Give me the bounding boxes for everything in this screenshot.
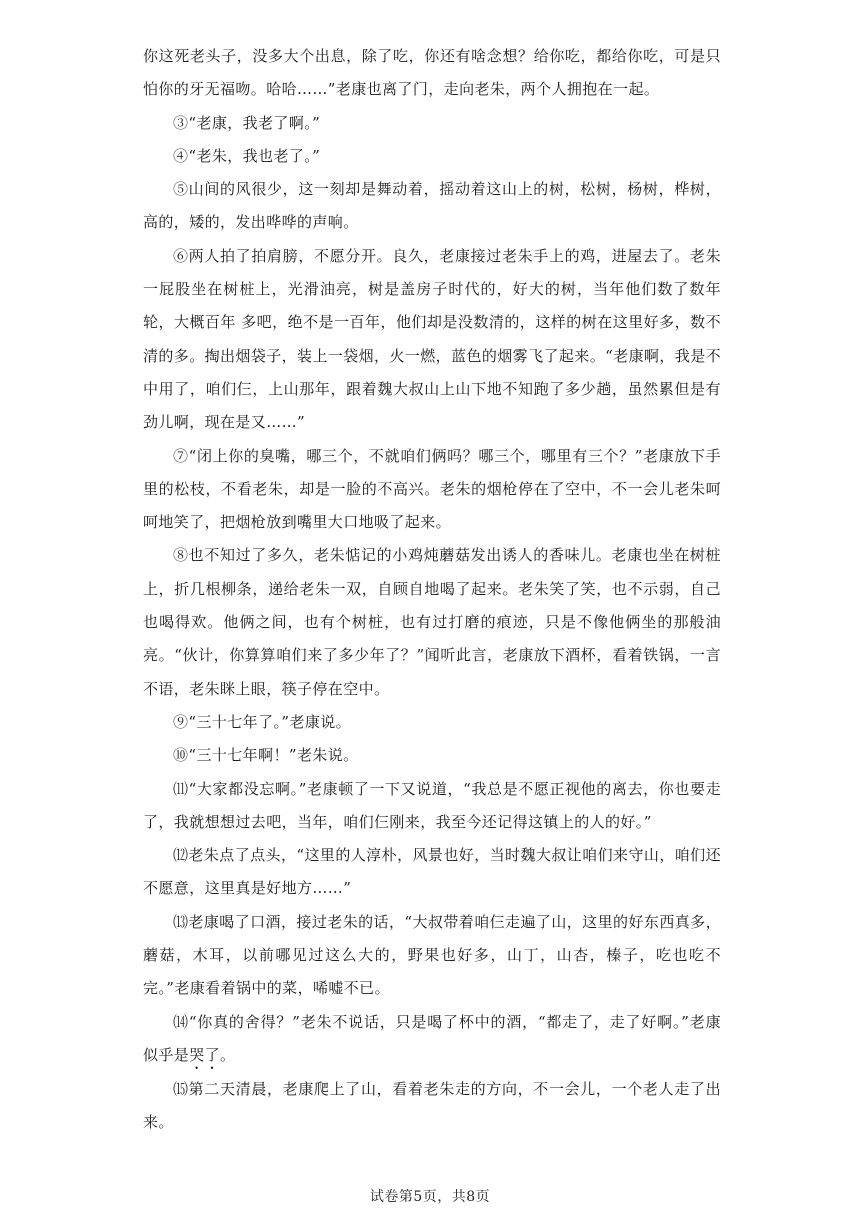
emphasized-word: 哭了	[189, 1045, 221, 1064]
article-body	[143, 40, 721, 1140]
paragraph-5: ⑤山间的风很少，这一刻却是舞动着，摇动着这山上的树，松树，杨树，桦树，高的，矮的，发出哗哗的声响。	[143, 180, 721, 232]
paragraph-8: ⑧也不知过了多久，老朱惦记的小鸡炖蘑菇发出诱人的香味儿。老康也坐在树桩上，折几根柳条，递给老朱一双，自顾自地喝了起来。老朱笑了笑，也不示弱，自己也喝得欢。他俩之间，也有个树桩，也有过打磨的痕迹，只是不像他俩坐的那般油亮。“伙计，你算算咱们来了多少年了？”闻听此言，老康放下酒杯，看着铁锅，一言不语，老朱眯上眼，筷子停在空中。	[143, 546, 721, 698]
paragraph-7: ⑦“闭上你的臭嘴，哪三个，不就咱们俩吗？哪三个，哪里有三个？”老康放下手里的松枝，不看老朱，却是一脸的不高兴。老朱的烟枪停在了空中，不一会儿老朱呵呵地笑了，把烟枪放到嘴里大口地吸了起来。	[143, 446, 721, 532]
page-footer: 试卷第5页，共8页	[369, 1189, 491, 1205]
paragraph-15: ⒂第二天清晨，老康爬上了山，看着老朱走的方向，不一会儿，一个老人走了出来。	[143, 1079, 721, 1132]
paragraph-4: ④“老朱，我也老了。”	[173, 146, 321, 165]
paragraph-6: ⑥两人拍了拍肩膀，不愿分开。良久，老康接过老朱手上的鸡，进屋去了。老朱一屁股坐在树桩上，光滑油亮，树是盖房子时代的，好大的树，当年他们数了数年轮，大概百年 多吧，绝不是一百年，他们却是没数清的，这样的树在这里好多，数不清的多。掏出烟袋子，装上一袋烟，火一燃，蓝色的烟雾飞了起来。“老康啊，我是不中用了，咱们仨，上山那年，跟着魏大叔山上山下地不知跑了多少趟，虽然累但是有劲儿啊，现在是又……”	[143, 246, 721, 432]
paragraph-11: ⑾“大家都没忘啊。”老康顿了一下又说道，“我总是不愿正视他的离去，你也要走了，我就想想过去吧，当年，咱们仨刚来，我至今还记得这镇上的人的好。”	[143, 779, 721, 831]
paragraph-14-end: 。	[220, 1045, 236, 1064]
paragraph-10: ⑩“三十七年啊！”老朱说。	[173, 746, 359, 765]
paragraph-13: ⒀老康喝了口酒，接过老朱的话，“大叔带着咱仨走遍了山，这里的好东西真多，蘑菇，木耳，以前哪见过这么大的，野果也好多，山丁，山杏，榛子，吃也吃不完。”老康看着锅中的菜，唏嘘不已。	[143, 912, 721, 998]
paragraph-14	[143, 1006, 721, 1073]
paragraph-continued: 你这死老头子，没多大个出息，除了吃，你还有啥念想？给你吃，都给你吃，可是只怕你的牙无福吻。哈哈……”老康也离了门，走向老朱，两个人拥抱在一起。	[143, 47, 721, 99]
paragraph-14-text: ⒁“你真的舍得？”老朱不说话，只是喝了杯中的酒，“都走了，走了好啊。”老康似乎是	[143, 1012, 721, 1064]
paragraph-9: ⑨“三十七年了。”老康说。	[173, 712, 352, 731]
paragraph-12: ⑿老朱点了点头，“这里的人淳朴，风景也好，当时魏大叔让咱们来守山，咱们还不愿意，这里真是好地方……”	[143, 846, 721, 898]
paragraph-3: ③“老康，我老了啊。”	[173, 113, 321, 132]
